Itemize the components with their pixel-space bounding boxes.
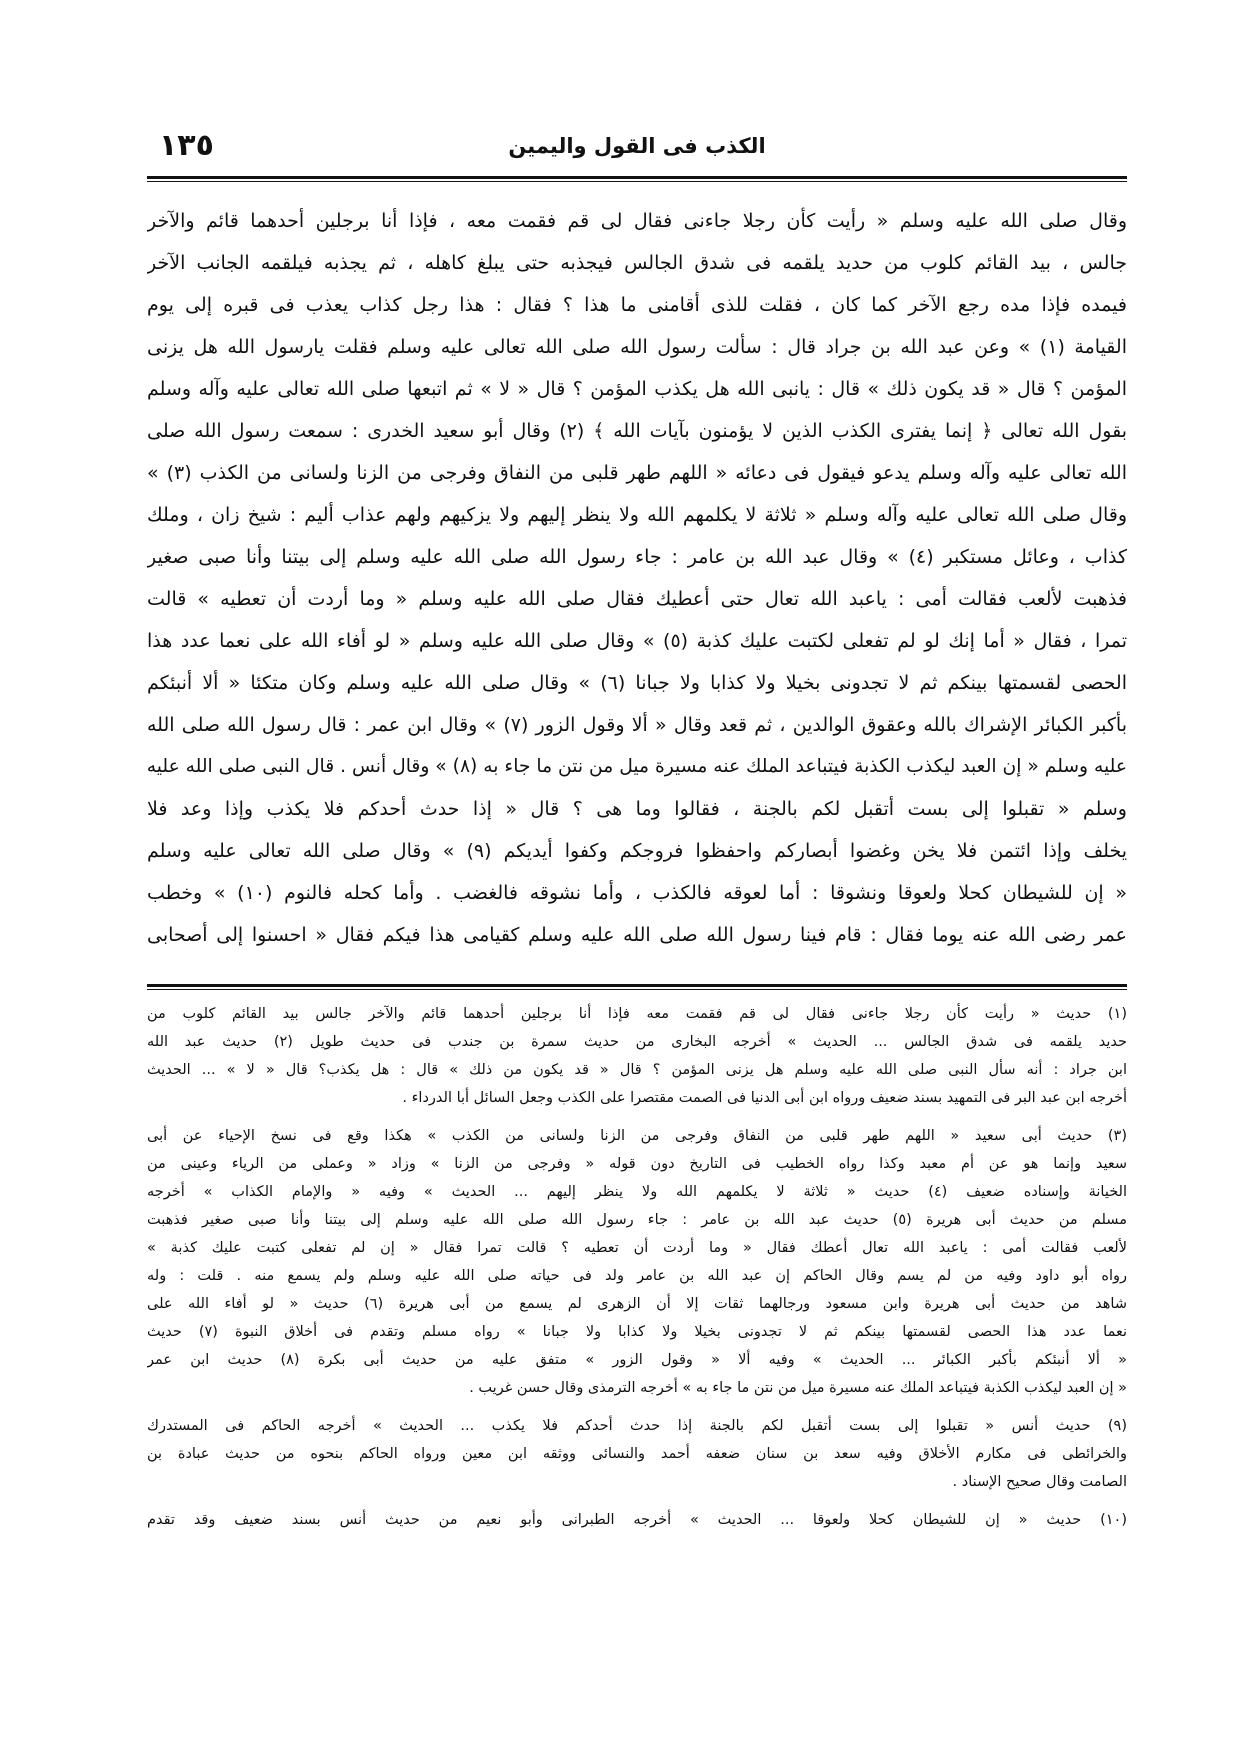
main-text-line: يخلف وإذا ائتمن فلا يخن وغضوا أبصاركم واحفظوا فروجكم وكفوا أيديكم (٩) » وقال صلى الله تعالى عليه وسلم: [147, 840, 1127, 862]
footnote-line: نعما عدد هذا الحصى لقسمتها بينكم ثم لا تجدونى بخيلا ولا كذابا ولا جبانا » رواه مسلم وتقدم فى أخلاق النبوة (٧) حديث: [147, 1324, 1127, 1340]
main-text-line: جالس ، بيد القائم كلوب من حديد يلقمه فى شدق الجالس فيجذبه حتى يبلغ كاهله ، ثم يجذبه فيلقمه الجانب الآخر: [147, 252, 1127, 274]
footnote-line: مسلم من حديث أبى هريرة (٥) حديث عبد الله بن عامر : جاء رسول الله صلى الله عليه وسلم إلى بيتنا وأنا صبى صغير فذهبت: [147, 1212, 1127, 1228]
footnote-line: رواه أبو داود وفيه من لم يسم وقال الحاكم إن عبد الله بن عامر ولد فى حياته صلى الله عليه وسلم ولم يسمع منه . قلت : وله: [147, 1268, 1127, 1284]
footnote-line: لألعب فقالت أمى : ياعبد الله تعال أعطك فقال « وما أردت أن تعطيه ؟ قالت تمرا فقال « إن لم تفعلى كتبت عليك كذبة »: [147, 1240, 1127, 1256]
main-text-line: عمر رضى الله عنه يوما فقال : قام فينا رسول الله صلى الله عليه وسلم كقيامى هذا فيكم فقال « احسنوا إلى أصحابى: [147, 924, 1127, 946]
main-text-line: فيمده فإذا مده رجع الآخر كما كان ، فقلت للذى أقامنى ما هذا ؟ فقال : هذا رجل كذاب يعذب فى قبره إلى يوم: [147, 294, 1127, 316]
main-text-line: الحصى لقسمتها بينكم ثم لا تجدونى بخيلا ولا كذابا ولا جبانا (٦) » وقال صلى الله عليه وسلم وكان متكئا « ألا أنبئكم: [147, 672, 1127, 694]
main-text-line: وسلم « تقبلوا إلى بست أتقبل لكم بالجنة ، فقالوا وما هى ؟ قال « إذا حدث أحدكم فلا يكذب وإذا وعد فلا: [147, 798, 1127, 820]
main-text: [147, 200, 1127, 956]
main-text-line: وقال صلى الله تعالى عليه وآله وسلم « ثلاثة لا يكلمهم الله ولا ينظر إليهم ولا يزكيهم ولهم عذاب أليم : شيخ زان ، وملك: [147, 504, 1127, 526]
footnote-line: أخرجه ابن عبد البر فى التمهيد بسند ضعيف ورواه ابن أبى الدنيا فى الصمت مقتصرا على الكذب وجعل السائل أبا الدرداء .: [402, 1090, 1127, 1106]
header-rule-thin: [147, 181, 1127, 182]
main-text-line: عليه وسلم « إن العبد ليكذب الكذبة فيتباعد الملك عنه مسيرة ميل من نتن ما جاء به (٨) » وقال أنس . قال النبى صلى الله عليه: [147, 756, 1127, 777]
footnote-line: (١٠) حديث « إن للشيطان كحلا ولعوقا ... الحديث » أخرجه الطبرانى وأبو نعيم من حديث أنس بسند ضعيف وقد تقدم: [147, 1512, 1127, 1528]
main-text-line: بأكبر الكبائر الإشراك بالله وعقوق الوالدين ، ثم قعد وقال « ألا وقول الزور (٧) » وقال ابن عمر : قال رسول الله صلى الله: [147, 714, 1127, 736]
footnote-line: الصامت وقال صحيح الإسناد .: [952, 1474, 1127, 1490]
footnote-line: (٣) حديث أبى سعيد « اللهم طهر قلبى من النفاق وفرجى من الزنا ولسانى من الكذب » هكذا وقع فى نسخ الإحياء عن أبى: [147, 1128, 1127, 1144]
footnote-line: « ألا أنبئكم بأكبر الكبائر ... الحديث » وفيه ألا « وقول الزور » متفق عليه من حديث أبى بكرة (٨) حديث ابن عمر: [147, 1352, 1127, 1368]
running-title: الكذب فى القول واليمين: [508, 134, 766, 158]
footnote-line: والخرائطى فى مكارم الأخلاق وفيه سعد بن سنان ضعفه أحمد والنسائى ووثقه ابن معين ورواه الحاكم بنحوه من حديث عبادة بن: [147, 1446, 1127, 1462]
footnote-rule-thin: [147, 989, 1127, 990]
main-text-line: « إن للشيطان كحلا ولعوقا ونشوقا : أما لعوقه فالكذب ، وأما نشوقه فالغضب . وأما كحله فالنوم (١٠) » وخطب: [147, 882, 1127, 904]
footnote-line: « إن العبد ليكذب الكذبة فيتباعد الملك عنه مسيرة ميل من نتن ما جاء به » أخرجه الترمذى وقال حسن غريب .: [469, 1380, 1127, 1396]
footnote-line: حديد يلقمه فى شدق الجالس ... الحديث » أخرجه البخارى من حديث سمرة بن جندب فى حديث طويل (٢) حديث عبد الله: [147, 1034, 1127, 1050]
main-text-line: كذاب ، وعائل مستكبر (٤) » وقال عبد الله بن عامر : جاء رسول الله صلى الله عليه وسلم إلى بيتنا وأنا صبى صغير: [147, 546, 1127, 568]
main-text-line: المؤمن ؟ قال « قد يكون ذلك » قال : يانبى الله هل يكذب المؤمن ؟ قال « لا » ثم اتبعها صلى الله تعالى عليه وآله وسلم: [147, 378, 1127, 400]
footnote-line: الخيانة وإسناده ضعيف (٤) حديث « ثلاثة لا يكلمهم الله ولا ينظر إليهم ... الحديث » وفيه « والإمام الكذاب » أخرجه: [147, 1184, 1127, 1200]
footnote-line: شاهد من حديث أبى هريرة وابن مسعود ورجالهما ثقات إلا أن الزهرى لم يسمع من أبى هريرة (٦) حديث « لو أفاء الله على: [147, 1296, 1127, 1312]
footnote-line: (٩) حديث أنس « تقبلوا إلى بست أتقبل لكم بالجنة إذا حدث أحدكم فلا يكذب ... الحديث » أخرجه الحاكم فى المستدرك: [147, 1418, 1127, 1434]
footnote-line: (١) حديث « رأيت كأن رجلا جاءنى فقال لى قم فقمت معه فإذا أنا برجلين أحدهما قائم والآخر جالس بيد القائم كلوب من: [147, 1006, 1127, 1022]
footnote-rule: [147, 984, 1127, 987]
page-header: [147, 128, 1127, 168]
footnotes: [147, 1000, 1127, 1534]
main-text-line: تمرا ، فقال « أما إنك لو لم تفعلى لكتبت عليك كذبة (٥) » وقال صلى الله عليه وسلم « لو أفاء الله على نعما عدد هذا: [147, 630, 1127, 652]
page-number: ١٣٥: [159, 128, 214, 163]
footnote-line: سعيد وإنما هو عن أم معبد وكذا رواه الخطيب فى التاريخ دون قوله « وفرجى من الزنا » وزاد « وعملى من الرياء وعينى من: [147, 1156, 1127, 1172]
main-text-line: وقال صلى الله عليه وسلم « رأيت كأن رجلا جاءنى فقال لى قم فقمت معه ، فإذا أنا برجلين أحدهما قائم والآخر: [147, 210, 1127, 232]
main-text-line: القيامة (١) » وعن عبد الله بن جراد قال : سألت رسول الله صلى الله تعالى عليه وسلم فقلت يارسول الله هل يزنى: [147, 336, 1127, 358]
main-text-line: الله تعالى عليه وآله وسلم يدعو فيقول فى دعائه « اللهم طهر قلبى من النفاق وفرجى من الزنا ولسانى من الكذب (٣) »: [147, 462, 1127, 484]
header-rule: [147, 176, 1127, 179]
main-text-line: فذهبت لألعب فقالت أمى : ياعبد الله تعال حتى أعطيك فقال صلى الله عليه وسلم « وما أردت أن تعطيه » قالت: [147, 588, 1127, 610]
footnote-line: ابن جراد : أنه سأل النبى صلى الله عليه وسلم هل يزنى المؤمن ؟ قال « قد يكون من ذلك » قال : هل يكذب؟ قال « لا » ... الحديث: [147, 1062, 1127, 1078]
main-text-line: بقول الله تعالى ﴿ إنما يفترى الكذب الذين لا يؤمنون بآيات الله ﴾ (٢) وقال أبو سعيد الخدرى : سمعت رسول الله صلى: [147, 420, 1127, 442]
